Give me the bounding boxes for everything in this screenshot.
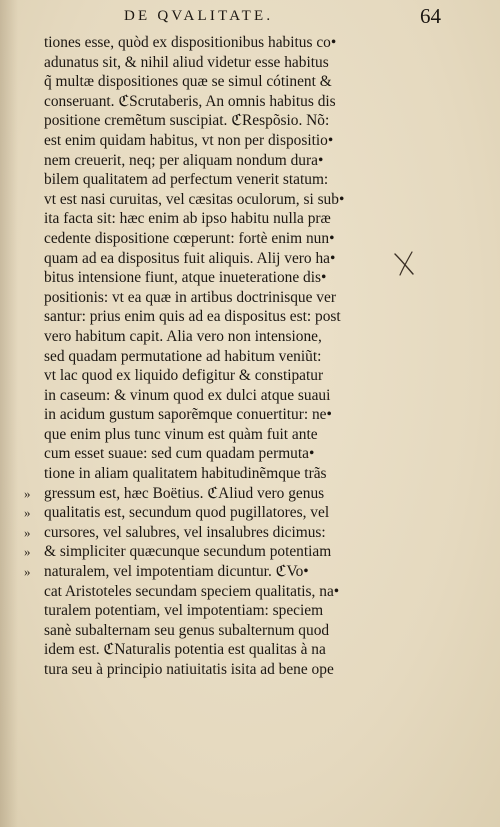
line-text: positionis: vt ea quæ in artibus doctrinisque ver: [44, 288, 336, 306]
page-header: [0, 4, 500, 30]
line-text: sanè subalternam seu genus subalternum quod: [44, 621, 330, 639]
text-line: [44, 327, 454, 347]
line-text: conseruant. ℭScrutaberis, An omnis habitus dis: [44, 92, 336, 110]
line-text: in caseum: & vinum quod ex dulci atque suaui: [44, 386, 331, 404]
line-text: in acidum gustum saporẽmque conuertitur: ne•: [44, 406, 332, 424]
line-text: idem est. ℭNaturalis potentia est qualitas à na: [44, 641, 326, 659]
text-line: [44, 33, 454, 53]
text-line: [24, 503, 454, 523]
line-text: santur: prius enim quis ad ea dispositus est: post: [44, 308, 341, 326]
line-text: & simpliciter quæcunque secundum potentiam: [44, 543, 332, 561]
text-line: [44, 190, 454, 210]
line-text: cum esset suaue: sed cum quadam permuta•: [44, 445, 315, 463]
line-text: vero habitum capit. Alia vero non intensione,: [44, 327, 322, 345]
line-text: nem creuerit, neq; per aliquam nondum dura•: [44, 151, 324, 169]
line-text: adunatus sit, & nihil aliud videtur esse habitus: [44, 53, 329, 71]
page-number: 64: [420, 4, 441, 28]
text-line: [44, 582, 454, 602]
text-line: [44, 151, 454, 171]
text-line: [44, 366, 454, 386]
text-line: [24, 542, 454, 562]
line-text: qualitatis est, secundum quod pugillatores, vel: [44, 504, 330, 522]
text-line: [44, 72, 454, 92]
text-line: [44, 464, 454, 484]
line-text: tiones esse, quòd ex dispositionibus habitus co•: [44, 34, 337, 51]
text-line: [44, 92, 454, 112]
text-line: [44, 53, 454, 73]
line-text: ita facta sit: hæc enim ab ipso habitu nulla præ: [44, 210, 331, 228]
marginal-quote-mark: »: [24, 564, 31, 580]
line-text: tura seu à principio natiuitatis isita ad bene ope: [44, 661, 334, 678]
marginal-quote-mark: »: [24, 485, 31, 501]
marginal-quote-mark: »: [24, 524, 31, 540]
line-text: cursores, vel salubres, vel insalubres dicimus:: [44, 523, 326, 541]
text-line: [44, 288, 454, 308]
line-text: q̃ multæ dispositiones quæ se simul cótinent &: [44, 73, 332, 91]
line-text: bitus intensione fiunt, atque inueteratione dis•: [44, 269, 327, 287]
text-line: [44, 601, 454, 621]
line-text: sed quadam permutatione ad habitum veniũt:: [44, 347, 322, 365]
text-line: [44, 307, 454, 327]
handwritten-cross-mark: [392, 250, 416, 276]
line-text: que enim plus tunc vinum est quàm fuit ante: [44, 425, 318, 443]
text-line: [44, 170, 454, 190]
text-line: [44, 209, 454, 229]
line-text: vt lac quod ex liquido defigitur & constipatur: [44, 367, 324, 385]
text-line: [44, 131, 454, 151]
line-text: quam ad ea dispositus fuit aliquis. Alij vero ha•: [44, 249, 336, 267]
text-line: [44, 660, 454, 680]
line-text: vt est nasi curuitas, vel cæsitas oculorum, si sub•: [44, 190, 345, 208]
text-line: [44, 111, 454, 131]
line-text: positione cremẽtum suscipiat. ℭRespõsio. Nõ:: [44, 112, 330, 130]
marginal-quote-mark: »: [24, 505, 31, 521]
line-text: turalem potentiam, vel impotentiam: speciem: [44, 602, 324, 620]
line-text: naturalem, vel impotentiam dicuntur. ℭVo•: [44, 563, 309, 581]
line-text: cat Aristoteles secundam speciem qualitatis, na•: [44, 582, 340, 600]
running-head: DE QVALITATE.: [124, 8, 274, 24]
text-line: [44, 347, 454, 367]
text-line: [44, 621, 454, 641]
line-text: est enim quidam habitus, vt non per dispositio•: [44, 131, 334, 149]
text-line: [44, 444, 454, 464]
text-line: [44, 386, 454, 406]
line-text: bilem qualitatem ad perfectum venerit statum:: [44, 171, 329, 189]
text-line: [44, 640, 454, 660]
text-line: [24, 523, 454, 543]
line-text: cedente dispositione cœperunt: fortè enim nun•: [44, 229, 335, 247]
text-line: [44, 425, 454, 445]
text-line: [44, 229, 454, 249]
body-text: [24, 33, 454, 680]
gutter-shadow: [0, 0, 18, 827]
marginal-quote-mark: »: [24, 544, 31, 560]
text-line: [24, 484, 454, 504]
text-line: [44, 405, 454, 425]
line-text: tione in aliam qualitatem habitudinẽmque trãs: [44, 465, 327, 483]
text-line: [24, 562, 454, 582]
line-text: gressum est, hæc Boëtius. ℭAliud vero genus: [44, 484, 325, 502]
